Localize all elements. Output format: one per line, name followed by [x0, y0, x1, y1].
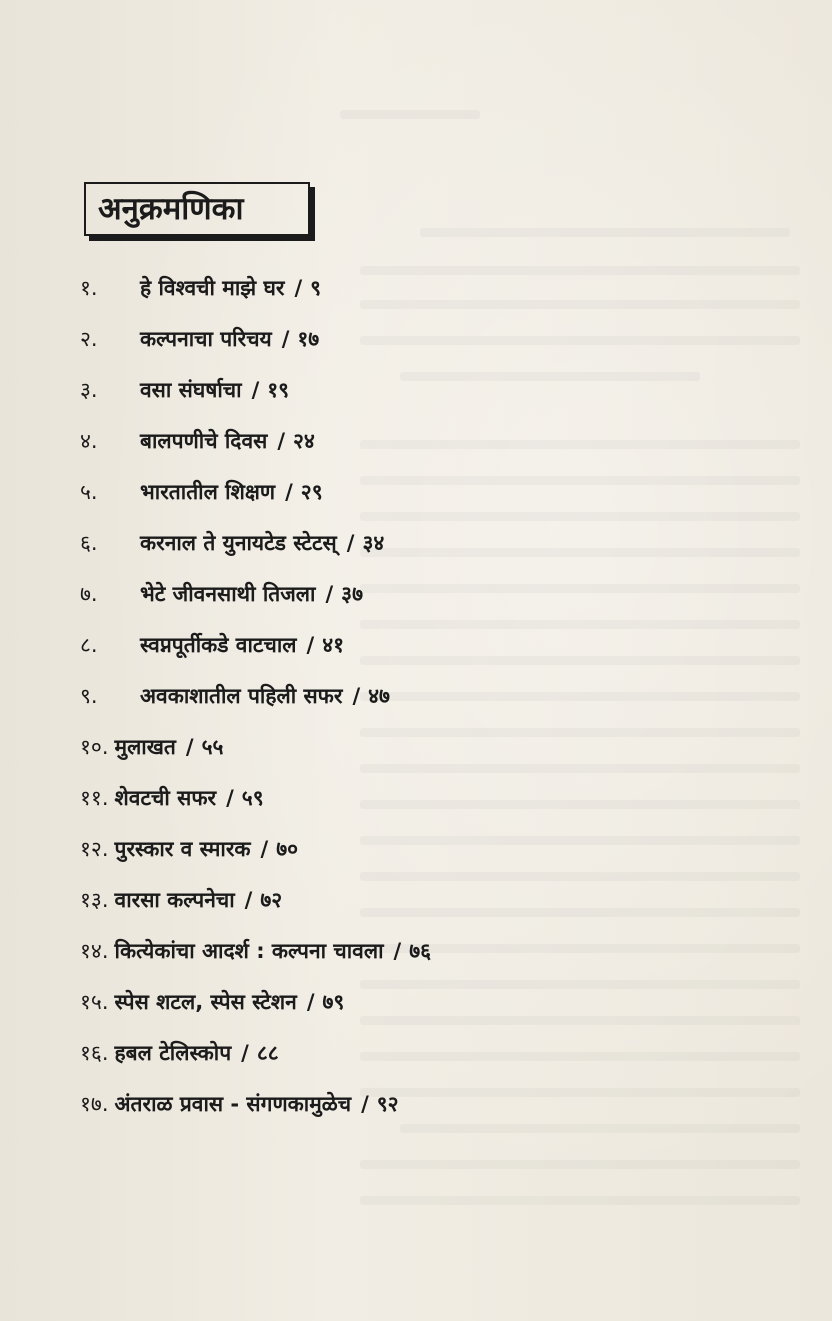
toc-entry-3 — [80, 364, 720, 415]
chapter-title: वारसा कल्पनेचा — [114, 887, 235, 912]
toc-entry-5 — [80, 466, 720, 517]
chapter-page: १७ — [297, 326, 320, 351]
chapter-title: कित्येकांचा आदर्श : कल्पना चावला — [114, 938, 384, 963]
chapter-title: मुलाखत — [114, 734, 176, 759]
toc-entry-14 — [80, 925, 720, 976]
chapter-page: १९ — [267, 377, 290, 402]
toc-entry-17 — [80, 1078, 720, 1129]
chapter-page: ७० — [276, 836, 299, 861]
toc-entry-6 — [80, 517, 720, 568]
chapter-page: ९२ — [376, 1091, 399, 1116]
chapter-title: अंतराळ प्रवास - संगणकामुळेच — [114, 1091, 352, 1116]
page-separator: / — [281, 326, 290, 351]
chapter-number: १३. — [80, 887, 109, 912]
chapter-title: स्पेस शटल, स्पेस स्टेशन — [114, 989, 297, 1014]
chapter-title: शेवटची सफर — [114, 785, 217, 810]
toc-entry-16 — [80, 1027, 720, 1078]
chapter-title: स्वप्नपूर्तीकडे वाटचाल — [140, 632, 297, 657]
chapter-page: ७९ — [322, 989, 345, 1014]
toc-entry-12 — [80, 823, 720, 874]
chapter-title: अवकाशातील पहिली सफर — [140, 683, 343, 708]
page-separator: / — [306, 632, 315, 657]
chapter-title: हे विश्वची माझे घर — [140, 275, 285, 300]
page-separator: / — [241, 1040, 249, 1065]
table-of-contents — [80, 262, 720, 1129]
toc-entry-15 — [80, 976, 720, 1027]
page-separator: / — [260, 836, 269, 861]
page-separator: / — [306, 989, 315, 1014]
page-separator: / — [226, 785, 234, 810]
contents-heading-box — [84, 182, 310, 236]
toc-entry-8 — [80, 619, 720, 670]
chapter-page: ७२ — [260, 887, 283, 912]
page-separator: / — [251, 377, 260, 402]
page-separator: / — [325, 581, 334, 606]
chapter-page: ५९ — [241, 785, 264, 810]
chapter-page: ७६ — [409, 938, 432, 963]
chapter-number: १४. — [80, 938, 109, 963]
chapter-page: २९ — [300, 479, 323, 504]
chapter-page: २४ — [293, 428, 315, 453]
page-separator: / — [361, 1091, 369, 1116]
chapter-number: ११. — [80, 785, 109, 810]
chapter-title: भारतातील शिक्षण — [140, 479, 276, 504]
toc-entry-9 — [80, 670, 720, 721]
chapter-page: ३७ — [341, 581, 363, 606]
page-separator: / — [393, 938, 402, 963]
chapter-number: १५. — [80, 989, 109, 1014]
chapter-page: ४१ — [322, 632, 345, 657]
chapter-number: १७. — [80, 1091, 109, 1116]
chapter-number: ५. — [80, 479, 98, 504]
chapter-number: १. — [80, 275, 98, 300]
page-separator: / — [277, 428, 285, 453]
chapter-title: भेटे जीवनसाथी तिजला — [140, 581, 316, 606]
chapter-title: बालपणीचे दिवस — [140, 428, 268, 453]
page-separator: / — [352, 683, 361, 708]
chapter-number: १०. — [80, 734, 109, 759]
page-separator: / — [294, 275, 303, 300]
toc-entry-10 — [80, 721, 720, 772]
toc-entry-13 — [80, 874, 720, 925]
page-separator: / — [346, 530, 355, 555]
chapter-page: ५५ — [201, 734, 224, 759]
chapter-number: १६. — [80, 1040, 109, 1065]
chapter-number: ३. — [80, 377, 98, 402]
contents-heading: अनुक्रमणिका — [98, 190, 244, 227]
toc-entry-11 — [80, 772, 720, 823]
chapter-number: ७. — [80, 581, 98, 606]
chapter-number: २. — [80, 326, 98, 351]
toc-entry-4 — [80, 415, 720, 466]
chapter-title: वसा संघर्षाचा — [140, 377, 242, 402]
page-separator: / — [185, 734, 194, 759]
chapter-number: १२. — [80, 836, 109, 861]
chapter-number: ८. — [80, 632, 98, 657]
chapter-number: ४. — [80, 428, 98, 453]
chapter-page: ४७ — [368, 683, 390, 708]
chapter-page: ३४ — [362, 530, 385, 555]
toc-entry-2 — [80, 313, 720, 364]
chapter-page: ९ — [310, 275, 322, 300]
chapter-title: हबल टेलिस्कोप — [114, 1040, 232, 1065]
chapter-title: पुरस्कार व स्मारक — [114, 836, 251, 861]
chapter-number: ६. — [80, 530, 98, 555]
toc-entry-1 — [80, 262, 720, 313]
chapter-number: ९. — [80, 683, 98, 708]
chapter-title: कल्पनाचा परिचय — [140, 326, 272, 351]
chapter-title: करनाल ते युनायटेड स्टेटस् — [140, 530, 337, 555]
chapter-page: ८८ — [256, 1040, 279, 1065]
page-separator: / — [285, 479, 293, 504]
toc-entry-7 — [80, 568, 720, 619]
page-separator: / — [244, 887, 253, 912]
